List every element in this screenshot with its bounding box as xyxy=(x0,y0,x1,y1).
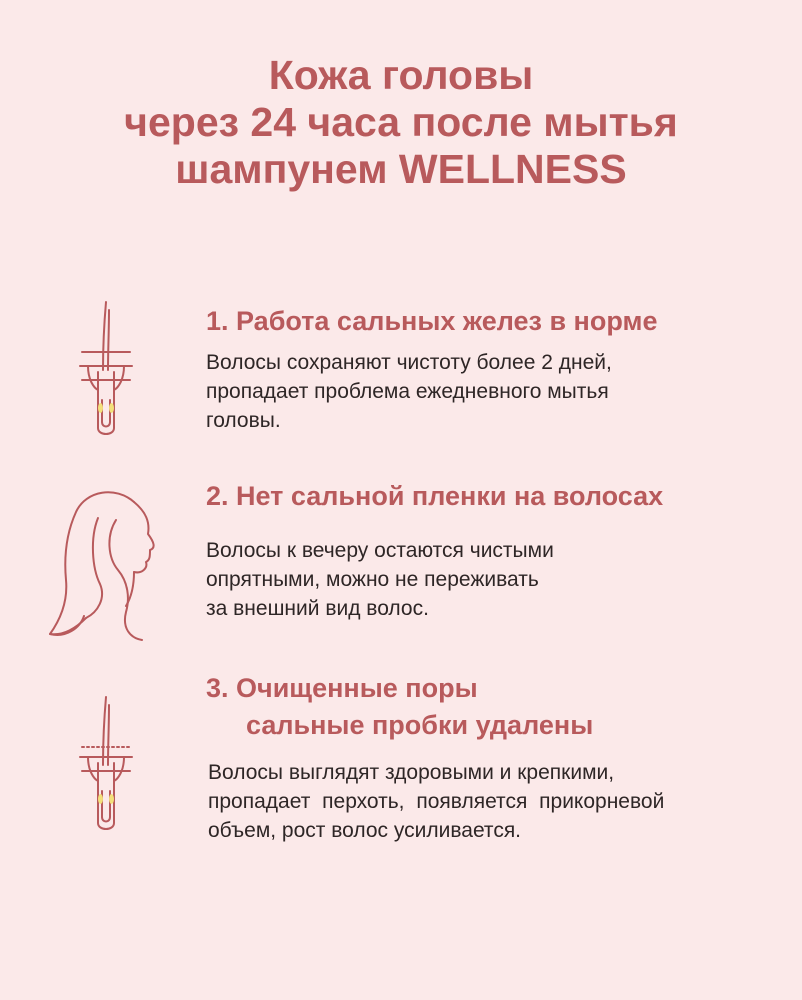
item-3-body-line: пропадает перхоть, появляется прикорневой xyxy=(208,790,665,813)
page-title xyxy=(0,52,802,193)
item-2-body-line: опрятными, можно не переживать xyxy=(206,568,539,591)
title-line-1: Кожа головы xyxy=(268,52,534,98)
title-line-3: шампунем WELLNESS xyxy=(175,146,627,192)
woman-profile-icon xyxy=(46,488,164,648)
item-2-body-line: за внешний вид волос. xyxy=(206,597,429,620)
hair-follicle-icon xyxy=(76,695,136,840)
item-3-heading xyxy=(206,670,593,744)
item-3-body-line: Волосы выглядят здоровыми и крепкими, xyxy=(208,761,615,784)
item-1-body xyxy=(206,348,612,435)
item-3-body-line: объем, рост волос усиливается. xyxy=(208,819,522,842)
item-3-body xyxy=(208,758,664,845)
item-2-body xyxy=(206,536,554,623)
item-3-heading-line-2: сальные пробки удалены xyxy=(246,710,594,740)
item-3-heading-line-1: 3. Очищенные поры xyxy=(206,673,478,703)
title-line-2: через 24 часа после мытья xyxy=(124,99,678,145)
item-2-heading: 2. Нет сальной пленки на волосах xyxy=(206,481,664,511)
item-1-body-line: Волосы сохраняют чистоту более 2 дней, xyxy=(206,351,612,374)
item-1-heading: 1. Работа сальных желез в норме xyxy=(206,306,658,336)
item-1-body-line: головы. xyxy=(206,409,281,432)
item-1-body-line: пропадает проблема ежедневного мытья xyxy=(206,380,609,403)
hair-follicle-icon xyxy=(76,300,136,445)
item-2-body-line: Волосы к вечеру остаются чистыми xyxy=(206,539,554,562)
